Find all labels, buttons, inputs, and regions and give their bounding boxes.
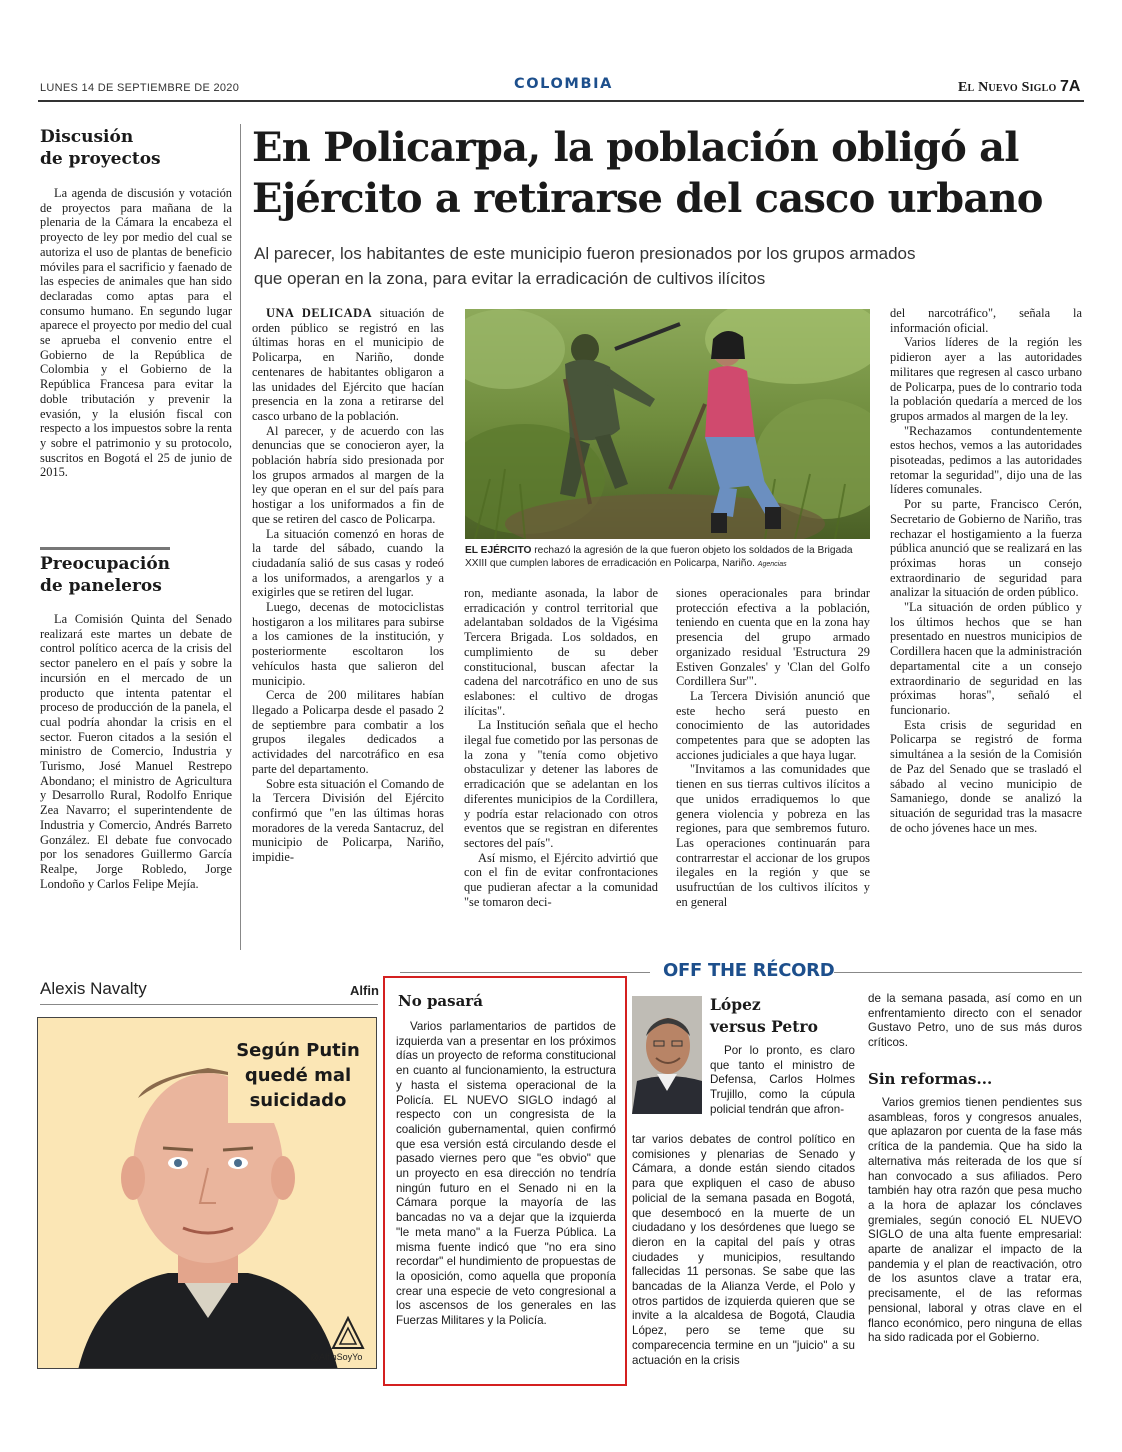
article-photo	[465, 309, 870, 539]
sidebar-item1-text: La agenda de discusión y votación de proyectos para mañana de la plenaria de la Cámara la encabeza el proyecto de ley por medio del cual se autoriza el uso de plantas de beneficio móviles para el sacrificio y faenado de las especies de animales que han sido declaradas como aptas para el consumo humano. En segundo lugar aparece el proyecto por medio del cual se aprueba el convenio entre el Gobierno de la República de Colombia y el Gobierno de la República Francesa para evitar la doble tributación y prevenir la evasión, y la elusión fiscal con respecto a los impuestos sobre la renta y sobre el patrimonio y su protocolo, suscritos en Bogotá el 25 de junio de 2015.	[40, 186, 232, 480]
page-number: 7A	[1060, 78, 1081, 95]
soldier-eradication-photo	[465, 309, 870, 539]
off-record-item3-title: Sin reformas...	[868, 1070, 993, 1088]
off-record-item2-text-top: Por lo pronto, es claro que tanto el ministro de Defensa, Carlos Holmes Trujillo, como la cúpula policial tendrán que afron-	[710, 1044, 855, 1116]
off-record-item2-continued: de la semana pasada, así como en un enfrentamiento directo con el senador Gustavo Petro, uno de sus más duros críticos.	[868, 992, 1082, 1050]
off-record-banner: OFF THE RÉCORD	[663, 960, 835, 981]
petro-photo	[632, 996, 702, 1114]
cartoon-author-label: Alfin	[350, 983, 379, 998]
off-record-item2-text: tar varios debates de control político en comisiones y plenarias de Senado y Cámara, a donde están siendo citados para que expliquen el caso de abuso policial de la semana pasada en Bogotá, que desembocó en la muerte de un ciudadano y los desórdenes que luego se dieron en la capital del país y otras ciudades y municipios, resultando fallecidas 11 personas. Se sabe que las bancadas de la Alianza Verde, el Polo y otros partidos de izquierda quieren que se invite a la alcaldesa de Bogotá, Claudia López, pero se teme que su comparecencia termine en un "juicio" a su actuación en la crisis	[632, 1133, 855, 1367]
article-lead: UNA DELICADA	[266, 306, 373, 320]
article-column-3: siones operacionales para brindar protección efectiva a la población, teniendo en cuenta que en la zona hay presencia del grupo armado organizado residual 'Estructura 29 Estiven Gonzales' y 'Clan del Golfo Cordillera Sur'". La Tercera División anunció que este hecho será puesto en conocimiento de las autoridades competentes para que se adopten las acciones judiciales a que haya lugar. "Invitamos a las comunidades que tienen en sus tierras cultivos ilícitos a que unidos erradiquemos lo que genera violencia y pobreza en las regiones, para que sembremos futuro. Las operaciones continuarán para contrarrestar el accionar de los grupos ilegales en la región y que se usufructúan de los cultivos ilícitos y en general	[676, 586, 870, 909]
sidebar-item2-title: Preocupación de paneleros	[40, 554, 171, 596]
article-column-1: UNA DELICADA situación de orden público se registró en las últimas horas en el municipio de Policarpa, en Nariño, donde centenares de habitantes obligaron a las unidades del Ejército que hacían presencia en la zona a retirarse del casco urbano de la población. Al parecer, y de acuerdo con las denuncias que se conocieron ayer, la población habría sido presionada por los grupos armados al margen de la ley que operan en el sur del país para hostigar a los uniformados a fin de que se retiren del casco de Policarpa. La situación comenzó en horas de la tarde del sábado, cuando la ciudadanía salió de sus casas y rodeó a los uniformados, a arengarlos y a exigirles que se retiren del lugar. Luego, decenas de motociclistas hostigaron a los militares para subirse a los camiones de la institución, y posteriormente escoltaron los vehículos hasta que salieron del municipio. Cerca de 200 militares habían llegado a Policarpa desde el pasado 2 de septiembre para combatir a los grupos ilegales dedicados a actividades del narcotráfico en esa parte del departamento. Sobre esta situación el Comando de la Tercera División del Ejército confirmó que "en las últimas horas moradores de la vereda Santacruz, del municipio de Policarpa, Nariño, impidie-	[252, 306, 444, 865]
photo-credit: Agencias	[757, 561, 787, 568]
cartoon	[37, 1017, 377, 1369]
cartoon-section-label: Alexis Navalty	[40, 979, 147, 998]
off-record-rule-right	[834, 972, 1082, 973]
off-record-item1-title: No pasará	[398, 992, 483, 1010]
cartoon-speech-text: Según Putin quedé mal suicidado	[236, 1040, 360, 1111]
header-rule	[38, 100, 1084, 102]
cartoon-top-rule	[40, 1004, 378, 1005]
article-column-4: del narcotráfico", señala la información oficial. Varios líderes de la región les pidieron ayer a las autoridades militares que regresen al casco urbano de Policarpa, pues de lo contrario toda la población quedaría a merced de los grupos armados al margen de la ley. "Rechazamos contundentemente estos hechos, vemos a las autoridades pisoteadas, pedimos a las autoridades retomar la seguridad", dijo una de las líderes comunales. Por su parte, Francisco Cerón, Secretario de Gobierno de Nariño, tras rechazar el hostigamiento a la fuerza pública anunció que se realizará en las próximas horas un consejo extraordinario de seguridad para analizar la situación de orden público. "La situación de orden público y los últimos hechos que se han presentado en nuestros municipios de Cordillera hacen que la administración departamental cite a un consejo extraordinario de seguridad en las próximas horas", señaló el funcionario. Esta crisis de seguridad en Policarpa se registró de forma simultánea a la sesión de la Comisión de Paz del Senado que se trasladó el sábado al vecino municipio de Samaniego, donde se analizó la situación de seguridad tras la masacre de ocho jóvenes hace un mes.	[890, 306, 1082, 835]
cartoon-signature: @AlfinSoyYo	[310, 1352, 363, 1362]
off-record-item2-title: López versus Petro	[710, 995, 818, 1036]
off-record-item3-text: Varios gremios tienen pendientes sus asambleas, foros y congresos anuales, que aplazaron por cuenta de la fase más crítica de la pandemia. Que ha sido la alternativa más reiterada de los que sí han convocado a sus afiliados. Pero también hay otra razón que pesa mucho a la hora de aplazar los cónclaves gremiales, según conoció EL NUEVO SIGLO de una alta fuente empresarial: aparte de analizar el impacto de la pandemia y el plan de reactivación, otro de los asuntos clave a tratar era, precisamente, el de las reformas pensional, laboral y otras clave en el flanco económico, pero ninguna de ellas ha sido radicada por el Gobierno.	[868, 1096, 1082, 1345]
sidebar-item1-title: Discusión de proyectos	[40, 127, 161, 169]
deck: Al parecer, los habitantes de este municipio fueron presionados por los grupos armados que operan en la zona, para evitar la erradicación de cultivos ilícitos	[254, 244, 916, 288]
sidebar-item2-text: La Comisión Quinta del Senado realizará este martes un debate de control político acerca de la crisis del sector panelero en el país y sobre la incursión en el mercado de un producto que intenta patentar el proceso de producción de la panela, el cual podría ahondar la crisis en el sector. Fueron citados a la sesión el ministro de Comercio, Industria y Turismo, José Manuel Restrepo Abondano; el ministro de Agricultura y Desarrollo Rural, Rodolfo Enrique Zea Navarro; el superintendente de Industria y Comercio, Andrés Barreto González. El debate fue convocado por los senadores Guillermo García Realpe, Jorge Robledo, Jorge Londoño y Carlos Felipe Mejía.	[40, 612, 232, 891]
off-record-item1-text: Varios parlamentarios de partidos de izquierda van a presentar en los próximos días un proyecto de reforma constitucional en cuanto al funcionamiento, la estructura y hasta el sistema operacional de la Policía. EL NUEVO SIGLO indagó al respecto con un congresista de la coalición gubernamental, quien confirmó que esa versión está circulando desde el pasado viernes pero que "es obvio" que un proyecto en esa dirección no tendría ningún futuro en el Senado ni en la Cámara porque la mayoría de las bancadas no va a dejar que la izquierda "le meta mano" a la Fuerza Pública. La misma fuente indicó que "no era sino recordar" el hundimiento de propuestas de la oposición, como aquella que proponía crear una especie de veto congresional a los ascensos de los generales en las Fuerzas Militares y la Policía.	[396, 1020, 616, 1328]
headline: En Policarpa, la población obligó al Ejército a retirarse del casco urbano	[252, 124, 1043, 222]
sidebar-divider	[40, 547, 170, 550]
sidebar-vertical-rule	[240, 124, 241, 950]
off-record-rule-left	[400, 972, 650, 973]
newspaper-name: El Nuevo Siglo	[958, 80, 1057, 95]
section-label: COLOMBIA	[514, 76, 613, 92]
article-column-2: ron, mediante asonada, la labor de erradicación y control territorial que adelantaban soldados de la Vigésima Tercera Brigada. Los soldados, en cumplimiento de su deber constitucional, buscan afectar la cadena del narcotráfico en uno de sus eslabones: el cultivo de drogas ilícitas". La Institución señala que el hecho ilegal fue cometido por las personas de la zona y "tenía como objetivo obstaculizar y detener las labores de erradicación que se adelantan en los diferentes municipios de la Cordillera, y podría estar relacionado con otros eventos que se registran en diferentes sectores del país". Así mismo, el Ejército advirtió que con el fin de evitar confrontaciones que pudieran afectar a la comunidad "se tomaron deci-	[464, 586, 658, 909]
header-date: LUNES 14 DE SEPTIEMBRE DE 2020	[40, 82, 240, 94]
photo-caption: EL EJÉRCITO rechazó la agresión de la que fueron objeto los soldados de la Brigada XXIII que cumplen labores de erradicación en Policarpa, Nariño. Agencias	[465, 545, 853, 569]
